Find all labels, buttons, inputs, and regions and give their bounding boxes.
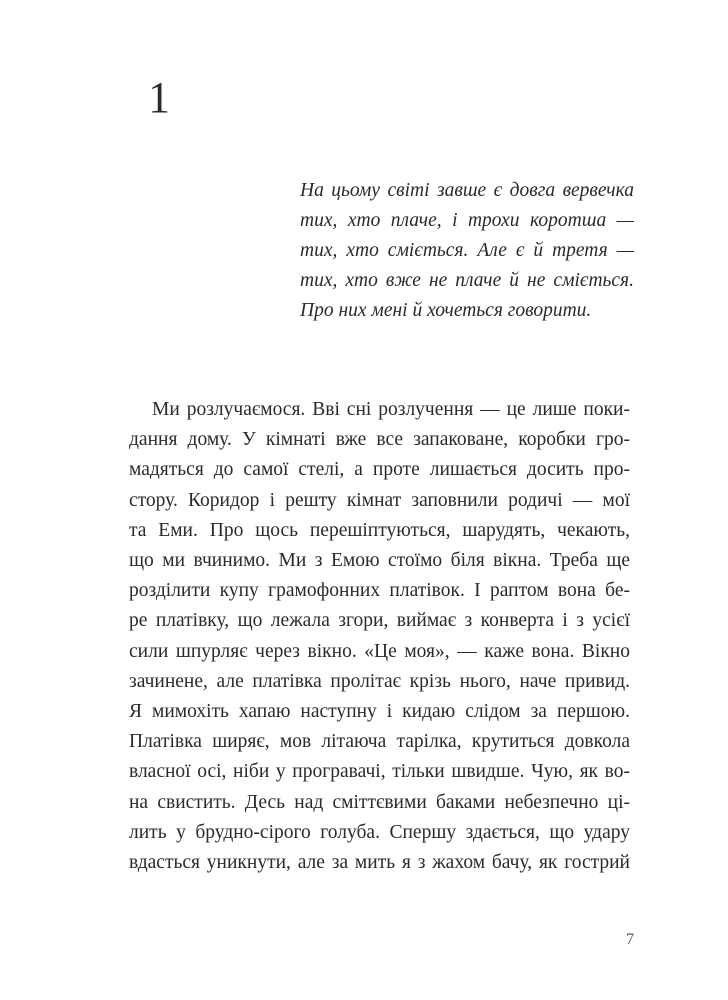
body-line: мадяться до самої стелі, а проте лишається досить про-: [129, 459, 630, 481]
body-line: вдасться уникнути, але за мить я з жахом бачу, як гострий: [129, 852, 630, 874]
body-line: лить у брудно-сірого голуба. Спершу здається, що удару: [129, 821, 630, 843]
body-line: Платівка ширяє, мов літаюча тарілка, крутиться довкола: [129, 731, 630, 753]
body-line: дання дому. У кімнаті вже все запаковане, коробки гро-: [129, 429, 630, 451]
chapter-number: 1: [148, 73, 170, 122]
body-line: сили шпурляє через вікно. «Це моя», — каже вона. Вікно: [129, 640, 630, 662]
epigraph-line: тих, хто сміється. Але є й третя —: [300, 240, 634, 261]
page-number: 7: [626, 931, 634, 948]
epigraph: [300, 176, 634, 326]
epigraph-line: Про них мені й хочеться говорити.: [300, 300, 592, 321]
body-line: та Еми. Про щось перешіптуються, шарудять, чекають,: [129, 519, 630, 541]
body-line: ре платівку, що лежала згори, виймає з конверта і з усієї: [129, 610, 630, 632]
epigraph-line: тих, хто плаче, і трохи коротша —: [300, 210, 634, 231]
epigraph-line: На цьому світі завше є довга вервечка: [300, 180, 634, 201]
body-line: зачинене, але платівка пролітає крізь нього, наче привид.: [129, 670, 630, 692]
body-line: розділити купу грамофонних платівок. І раптом вона бе-: [129, 580, 630, 602]
body-line: Ми розлучаємося. Вві сні розлучення — це лише поки-: [152, 399, 630, 420]
body-line: що ми вчинимо. Ми з Емою стоїмо біля вікна. Треба ще: [129, 550, 630, 572]
body-line: на свистить. Десь над сміттєвими баками небезпечно ці-: [129, 791, 630, 813]
body-line: власної осі, ніби у програвачі, тільки швидше. Чую, як во-: [129, 761, 630, 783]
epigraph-line: тих, хто вже не плаче й не сміється.: [300, 270, 634, 291]
body-line: Я мимохіть хапаю наступну і кидаю слідом за першою.: [129, 701, 630, 723]
body-paragraph: [129, 395, 630, 878]
body-line: стору. Коридор і решту кімнат заповнили родичі — мої: [129, 489, 630, 511]
